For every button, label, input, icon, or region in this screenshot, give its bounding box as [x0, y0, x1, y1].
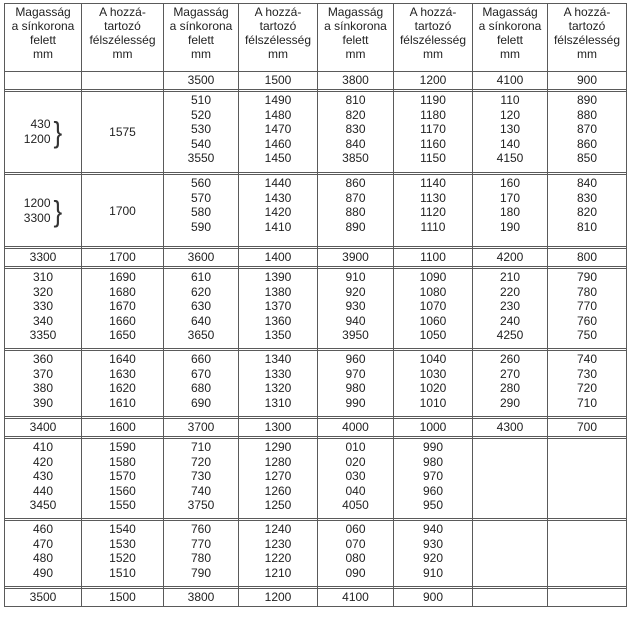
table-cell: 760 770 780 790	[164, 521, 239, 587]
table-cell: 900	[548, 72, 627, 90]
table-cell: 260 270 280 290	[473, 351, 548, 417]
table-row-group	[5, 521, 627, 587]
curly-brace-icon: }	[53, 193, 63, 228]
table-cell: 960 970 980 990	[318, 351, 394, 417]
table-row	[5, 419, 627, 437]
table-cell: 1100	[394, 249, 473, 267]
table-row-group	[5, 92, 627, 173]
table-cell: 060 070 080 090	[318, 521, 394, 587]
table-cell: 660 670 680 690	[164, 351, 239, 417]
table-cell: 1440 1430 1420 1410	[239, 175, 318, 247]
range-end: 3300	[23, 210, 51, 225]
table-cell: 3300	[5, 249, 82, 267]
table-cell: 1700	[82, 175, 164, 247]
table-cell: 910 920 930 940 3950	[318, 269, 394, 349]
table-cell: 890 880 870 860 850	[548, 92, 627, 173]
table-cell: 360 370 380 390	[5, 351, 82, 417]
table-cell: 460 470 480 490	[5, 521, 82, 587]
table-cell: 790 780 770 760 750	[548, 269, 627, 349]
table-cell: 4300	[473, 419, 548, 437]
header-halfwidth-4: A hozzá- tartozó félszélesség mm	[548, 4, 627, 72]
clearance-table	[4, 3, 627, 607]
table-row	[5, 589, 627, 607]
table-cell: 1600	[82, 419, 164, 437]
range-start: 430	[30, 117, 51, 131]
header-height-4: Magasság a sínkorona felett mm	[473, 4, 548, 72]
table-row	[5, 72, 627, 90]
header-halfwidth-3: A hozzá- tartozó félszélesség mm	[394, 4, 473, 72]
table-cell-empty	[473, 521, 548, 587]
table-cell: 1300	[239, 419, 318, 437]
table-cell: 3800	[164, 589, 239, 607]
table-cell: 1575	[82, 92, 164, 173]
table-cell	[5, 72, 82, 90]
table-cell: 900	[394, 589, 473, 607]
table-cell: 800	[548, 249, 627, 267]
table-cell: 3700	[164, 419, 239, 437]
table-cell: 1500	[82, 589, 164, 607]
table-cell: 1690 1680 1670 1660 1650	[82, 269, 164, 349]
table-cell: 410 420 430 440 3450	[5, 439, 82, 519]
table-cell: 310 320 330 340 3350	[5, 269, 82, 349]
header-height-2: Magasság a sínkorona felett mm	[164, 4, 239, 72]
table-cell: 1000	[394, 419, 473, 437]
curly-brace-icon: }	[53, 114, 63, 150]
table-cell: 010 020 030 040 4050	[318, 439, 394, 519]
table-cell: 1340 1330 1320 1310	[239, 351, 318, 417]
table-cell: 840 830 820 810	[548, 175, 627, 247]
table-row	[5, 249, 627, 267]
table-cell: 1490 1480 1470 1460 1450	[239, 92, 318, 173]
table-cell: 1400	[239, 249, 318, 267]
table-cell: 1190 1180 1170 1160 1150	[394, 92, 473, 173]
table-cell-empty	[548, 439, 627, 519]
table-cell: 1500	[239, 72, 318, 90]
table-cell: 740 730 720 710	[548, 351, 627, 417]
header-halfwidth-2: A hozzá- tartozó félszélesség mm	[239, 4, 318, 72]
table-cell	[82, 72, 164, 90]
header-height-1: Magasság a sínkorona felett mm	[5, 4, 82, 72]
table-cell: 710 720 730 740 3750	[164, 439, 239, 519]
brace-range-cell	[5, 92, 82, 173]
table-cell: 3500	[164, 72, 239, 90]
table-cell: 1040 1030 1020 1010	[394, 351, 473, 417]
table-cell: 1390 1380 1370 1360 1350	[239, 269, 318, 349]
table-cell: 4100	[473, 72, 548, 90]
table-cell: 210 220 230 240 4250	[473, 269, 548, 349]
table-cell: 3500	[5, 589, 82, 607]
table-row-group	[5, 351, 627, 417]
table-cell: 4200	[473, 249, 548, 267]
table-cell: 1590 1580 1570 1560 1550	[82, 439, 164, 519]
table-row-group	[5, 439, 627, 519]
table-cell: 1540 1530 1520 1510	[82, 521, 164, 587]
table-cell: 1290 1280 1270 1260 1250	[239, 439, 318, 519]
table-cell: 3600	[164, 249, 239, 267]
table-row-group	[5, 269, 627, 349]
table-cell: 560 570 580 590	[164, 175, 239, 247]
table-cell: 1200	[239, 589, 318, 607]
table-cell: 160 170 180 190	[473, 175, 548, 247]
table-cell: 810 820 830 840 3850	[318, 92, 394, 173]
header-halfwidth-1: A hozzá- tartozó félszélesség mm	[82, 4, 164, 72]
table-cell: 1640 1630 1620 1610	[82, 351, 164, 417]
table-cell: 700	[548, 419, 627, 437]
table-cell: 110 120 130 140 4150	[473, 92, 548, 173]
brace-range-cell	[5, 175, 82, 247]
table-cell: 1090 1080 1070 1060 1050	[394, 269, 473, 349]
range-end: 1200	[23, 132, 51, 146]
table-cell	[548, 589, 627, 607]
table-cell: 1240 1230 1220 1210	[239, 521, 318, 587]
table-cell-empty	[473, 439, 548, 519]
table-cell: 1140 1130 1120 1110	[394, 175, 473, 247]
table-cell: 3400	[5, 419, 82, 437]
table-cell: 1200	[394, 72, 473, 90]
table-cell: 610 620 630 640 3650	[164, 269, 239, 349]
range-start: 1200	[23, 195, 51, 210]
table-row-group	[5, 175, 627, 247]
table-cell: 4100	[318, 589, 394, 607]
table-cell: 1700	[82, 249, 164, 267]
header-height-3: Magasság a sínkorona felett mm	[318, 4, 394, 72]
table-cell: 3800	[318, 72, 394, 90]
table-cell: 3900	[318, 249, 394, 267]
table-cell-empty	[548, 521, 627, 587]
header-row	[5, 4, 627, 72]
table-cell: 4000	[318, 419, 394, 437]
table-cell: 940 930 920 910	[394, 521, 473, 587]
table-cell: 860 870 880 890	[318, 175, 394, 247]
table-cell: 990 980 970 960 950	[394, 439, 473, 519]
table-cell: 510 520 530 540 3550	[164, 92, 239, 173]
table-cell	[473, 589, 548, 607]
